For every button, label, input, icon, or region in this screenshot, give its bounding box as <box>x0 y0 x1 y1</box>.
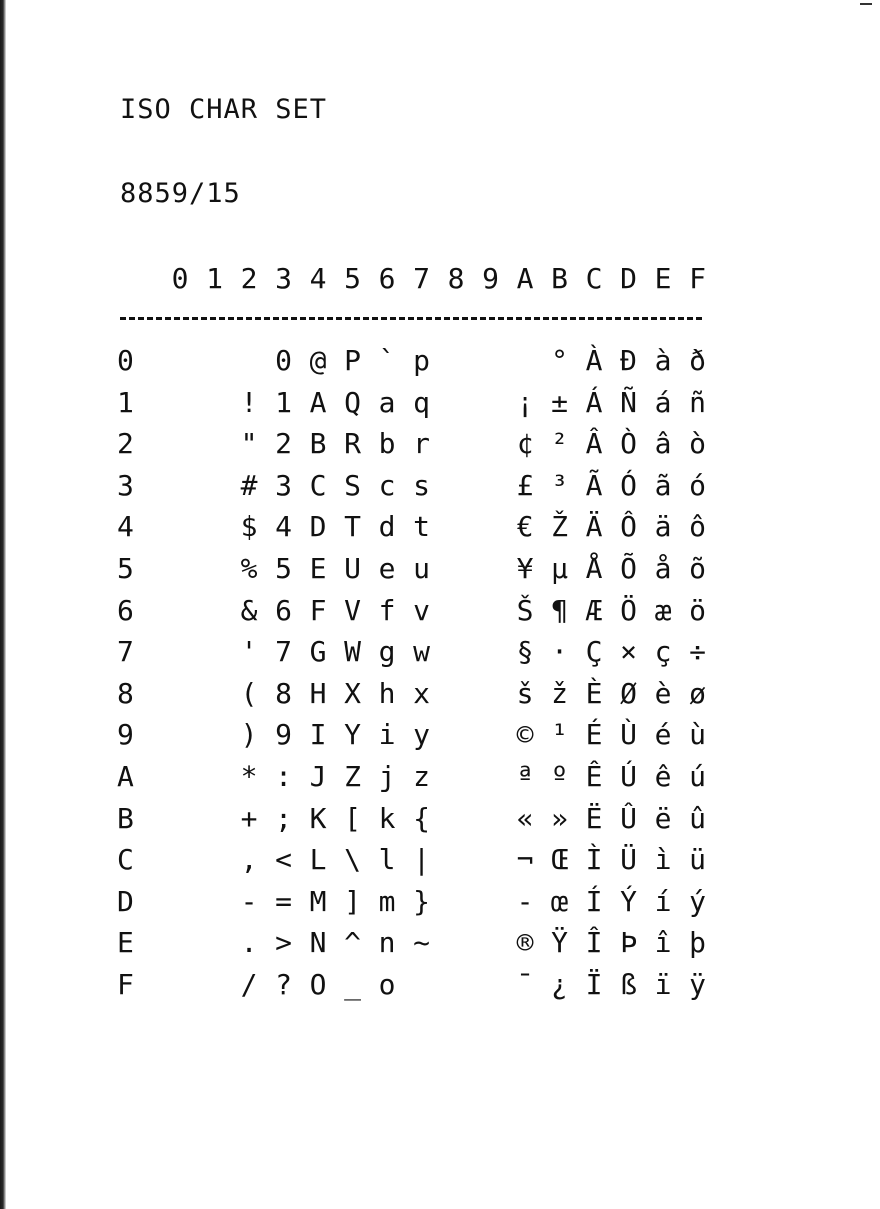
column-header: 3 <box>275 262 292 295</box>
char-cell: _ <box>344 968 361 1001</box>
char-cell: / <box>240 968 258 1001</box>
char-cell: î <box>654 926 672 960</box>
char-cell: x <box>413 676 430 710</box>
char-cell: Ê <box>585 760 603 793</box>
column-header: 6 <box>378 262 396 295</box>
char-cell: v <box>413 593 430 627</box>
char-cell: o <box>378 968 396 1001</box>
char-cell: ï <box>654 968 672 1001</box>
char-cell: 0 <box>275 344 292 377</box>
char-cell: ß <box>620 968 637 1001</box>
column-header: 1 <box>206 262 223 295</box>
char-cell: A <box>309 385 327 419</box>
row-header: C <box>117 843 134 877</box>
char-cell: º <box>551 760 568 793</box>
char-cell: 9 <box>275 718 292 752</box>
char-cell: d <box>378 510 396 544</box>
char-cell: % <box>240 552 258 585</box>
char-cell: Û <box>620 801 637 835</box>
char-cell: ù <box>689 718 706 752</box>
char-cell: J <box>309 760 327 793</box>
char-cell: ¿ <box>551 968 568 1001</box>
char-cell: V <box>344 593 361 627</box>
char-cell: [ <box>344 801 361 835</box>
char-cell: G <box>309 635 327 669</box>
char-cell: ø <box>689 676 706 710</box>
char-cell: - <box>516 884 534 918</box>
char-cell: · <box>551 635 568 669</box>
char-cell: Ð <box>620 344 637 377</box>
column-header: C <box>585 262 603 295</box>
char-cell: Z <box>344 760 361 793</box>
char-cell: P <box>344 344 361 377</box>
column-header: E <box>654 262 672 295</box>
char-cell: < <box>275 843 292 877</box>
row-header: A <box>117 760 134 793</box>
char-cell: Á <box>585 385 603 419</box>
column-header: 9 <box>482 262 499 295</box>
char-cell: ó <box>689 468 706 502</box>
char-cell: ã <box>654 468 672 502</box>
char-cell: ¡ <box>516 385 534 419</box>
char-cell: ÷ <box>689 635 706 669</box>
char-cell: È <box>585 676 603 710</box>
char-cell: = <box>275 884 292 918</box>
char-cell: Ò <box>620 427 637 461</box>
char-cell: & <box>240 593 258 627</box>
column-header: 5 <box>344 262 361 295</box>
char-cell: Ë <box>585 801 603 835</box>
char-cell: Â <box>585 427 603 461</box>
char-cell: À <box>585 344 603 377</box>
char-cell: + <box>240 801 258 835</box>
char-cell: ¹ <box>551 718 568 752</box>
char-cell: Ç <box>585 635 603 669</box>
char-cell: ò <box>689 427 706 461</box>
char-cell: © <box>516 718 534 752</box>
char-cell: # <box>240 468 258 502</box>
char-cell: ú <box>689 760 706 793</box>
char-cell: ž <box>551 676 568 710</box>
char-cell: Õ <box>620 552 637 585</box>
char-cell: R <box>344 427 361 461</box>
char-cell: > <box>275 926 292 960</box>
char-cell: 1 <box>275 385 292 419</box>
char-cell: ª <box>516 760 534 793</box>
char-cell: Ô <box>620 510 637 544</box>
char-cell: L <box>309 843 327 877</box>
char-cell: t <box>413 510 430 544</box>
char-cell: ' <box>240 635 258 669</box>
char-cell: O <box>309 968 327 1001</box>
char-cell: Þ <box>620 926 637 960</box>
char-cell: q <box>413 385 430 419</box>
row-header: 5 <box>117 552 134 585</box>
char-cell: µ <box>551 552 568 585</box>
row-header: 7 <box>117 635 134 669</box>
char-cell: s <box>413 468 430 502</box>
char-cell: e <box>378 552 396 585</box>
char-cell: ¬ <box>516 843 534 877</box>
char-cell: Y <box>344 718 361 752</box>
char-cell: Ž <box>551 510 568 544</box>
column-header: A <box>516 262 534 295</box>
char-cell: ¶ <box>551 593 568 627</box>
char-cell: ö <box>689 593 706 627</box>
char-cell: Œ <box>551 843 568 877</box>
column-header: 0 <box>171 262 189 295</box>
char-cell: f <box>378 593 396 627</box>
char-cell: ¢ <box>516 427 534 461</box>
char-cell: Î <box>585 926 603 960</box>
row-header: 9 <box>117 718 134 752</box>
char-cell: ¥ <box>516 552 534 585</box>
row-header: B <box>117 801 134 835</box>
char-cell: × <box>620 635 637 669</box>
char-cell: ë <box>654 801 672 835</box>
char-cell: á <box>654 385 672 419</box>
char-cell: l <box>378 843 396 877</box>
char-cell: ^ <box>344 926 361 960</box>
char-cell: ~ <box>413 926 430 960</box>
char-cell: N <box>309 926 327 960</box>
char-cell: ô <box>689 510 706 544</box>
char-cell: ê <box>654 760 672 793</box>
document-title: ISO CHAR SET <box>120 94 328 125</box>
column-header: D <box>620 262 637 295</box>
char-cell: ä <box>654 510 672 544</box>
char-cell: Ú <box>620 760 637 793</box>
char-cell: 2 <box>275 427 292 461</box>
row-header: F <box>117 968 134 1001</box>
char-cell: i <box>378 718 396 752</box>
char-cell: ³ <box>551 468 568 502</box>
char-cell <box>231 344 267 378</box>
char-cell: è <box>654 676 672 710</box>
char-cell: Ì <box>585 843 603 877</box>
char-cell: C <box>309 468 327 502</box>
char-cell: S <box>344 468 361 502</box>
char-cell: « <box>516 801 534 835</box>
char-cell: . <box>240 926 258 960</box>
char-cell: Ö <box>620 593 637 627</box>
scan-edge-shadow <box>0 0 6 1209</box>
char-cell: Í <box>585 884 603 918</box>
char-cell: k <box>378 801 396 835</box>
char-cell: D <box>309 510 327 544</box>
char-cell: * <box>240 760 258 793</box>
char-cell: â <box>654 427 672 461</box>
row-header: 0 <box>117 344 134 377</box>
char-cell: ! <box>240 385 258 419</box>
char-cell: ü <box>689 843 706 877</box>
char-cell: F <box>309 593 327 627</box>
char-cell: : <box>275 760 292 793</box>
row-header: 3 <box>117 468 134 502</box>
column-header: 2 <box>240 262 258 295</box>
char-cell: þ <box>689 926 706 960</box>
char-cell: u <box>413 552 430 585</box>
char-cell: æ <box>654 593 672 627</box>
row-header: 2 <box>117 427 134 461</box>
char-cell: 8 <box>275 676 292 710</box>
char-cell: | <box>413 843 430 877</box>
scan-edge-mark <box>860 3 872 5</box>
row-header: E <box>117 926 134 960</box>
char-cell: $ <box>240 510 258 544</box>
char-cell: ± <box>551 385 568 419</box>
column-header: 7 <box>413 262 430 295</box>
char-cell: j <box>378 760 396 793</box>
char-cell: M <box>309 884 327 918</box>
char-cell: a <box>378 385 396 419</box>
column-header: B <box>551 262 568 295</box>
char-cell: } <box>413 884 430 918</box>
char-cell: É <box>585 718 603 752</box>
char-cell: H <box>309 676 327 710</box>
char-cell: U <box>344 552 361 585</box>
char-cell: 5 <box>275 552 292 585</box>
char-cell: - <box>240 884 258 918</box>
char-cell: X <box>344 676 361 710</box>
char-cell: ÿ <box>689 968 706 1001</box>
char-cell: Ÿ <box>551 926 568 960</box>
document-subtitle: 8859/15 <box>120 178 241 209</box>
char-cell: , <box>240 843 258 877</box>
char-cell: g <box>378 635 396 669</box>
char-cell: š <box>516 676 534 710</box>
char-cell: { <box>413 801 430 835</box>
char-cell: m <box>378 884 396 918</box>
char-cell: Ï <box>585 968 603 1001</box>
column-header: 8 <box>447 262 465 295</box>
char-cell: " <box>240 427 258 461</box>
char-cell: r <box>413 427 430 461</box>
char-cell: ð <box>689 344 706 377</box>
char-cell: í <box>654 884 672 918</box>
char-cell: z <box>413 760 430 793</box>
char-cell: @ <box>309 344 327 377</box>
header-divider <box>120 317 702 320</box>
char-cell: Š <box>516 593 534 627</box>
char-cell: û <box>689 801 706 835</box>
char-cell: K <box>309 801 327 835</box>
char-cell: ( <box>240 676 258 710</box>
char-cell: ` <box>378 344 396 377</box>
char-cell: Ü <box>620 843 637 877</box>
char-cell: õ <box>689 552 706 585</box>
row-header: 8 <box>117 676 134 710</box>
char-cell: \ <box>344 843 361 877</box>
char-cell: T <box>344 510 361 544</box>
char-cell: c <box>378 468 396 502</box>
char-cell: y <box>413 718 430 752</box>
char-cell: Ù <box>620 718 637 752</box>
row-header: D <box>117 884 134 918</box>
char-cell: ? <box>275 968 292 1001</box>
char-cell: Q <box>344 385 361 419</box>
char-cell: 4 <box>275 510 292 544</box>
column-header: 4 <box>309 262 327 295</box>
char-cell: ý <box>689 884 706 918</box>
char-cell <box>404 968 440 1002</box>
char-cell: ® <box>516 926 534 960</box>
char-cell: ² <box>551 427 568 461</box>
char-cell: å <box>654 552 672 585</box>
char-cell: p <box>413 344 430 377</box>
char-cell: Ø <box>620 676 637 710</box>
char-cell: w <box>413 635 430 669</box>
char-cell: n <box>378 926 396 960</box>
char-cell: Å <box>585 552 603 585</box>
char-cell: § <box>516 635 534 669</box>
char-cell: ì <box>654 843 672 877</box>
char-cell: œ <box>551 884 568 918</box>
char-cell: € <box>516 510 534 544</box>
char-cell: I <box>309 718 327 752</box>
char-cell: é <box>654 718 672 752</box>
char-cell <box>507 344 543 378</box>
row-header: 4 <box>117 510 134 544</box>
char-cell: ° <box>551 344 568 377</box>
char-cell: Æ <box>585 593 603 627</box>
char-cell: ç <box>654 635 672 669</box>
char-cell: ; <box>275 801 292 835</box>
char-cell: b <box>378 427 396 461</box>
char-cell: B <box>309 427 327 461</box>
char-cell: 3 <box>275 468 292 502</box>
char-cell: W <box>344 635 361 669</box>
char-cell: h <box>378 676 396 710</box>
char-cell: £ <box>516 468 534 502</box>
column-header: F <box>689 262 706 295</box>
row-header: 6 <box>117 593 134 627</box>
char-cell: 6 <box>275 593 292 627</box>
char-cell: ) <box>240 718 258 752</box>
char-cell: 7 <box>275 635 292 669</box>
char-cell: ] <box>344 884 361 918</box>
char-cell: ¯ <box>516 968 534 1001</box>
char-cell: Ó <box>620 468 637 502</box>
char-cell: » <box>551 801 568 835</box>
row-header: 1 <box>117 385 134 419</box>
char-cell: Ã <box>585 468 603 502</box>
char-cell: à <box>654 344 672 377</box>
char-cell: E <box>309 552 327 585</box>
char-cell: Ä <box>585 510 603 544</box>
char-cell: Ñ <box>620 385 637 419</box>
char-cell: ñ <box>689 385 706 419</box>
char-cell: Ý <box>620 884 637 918</box>
